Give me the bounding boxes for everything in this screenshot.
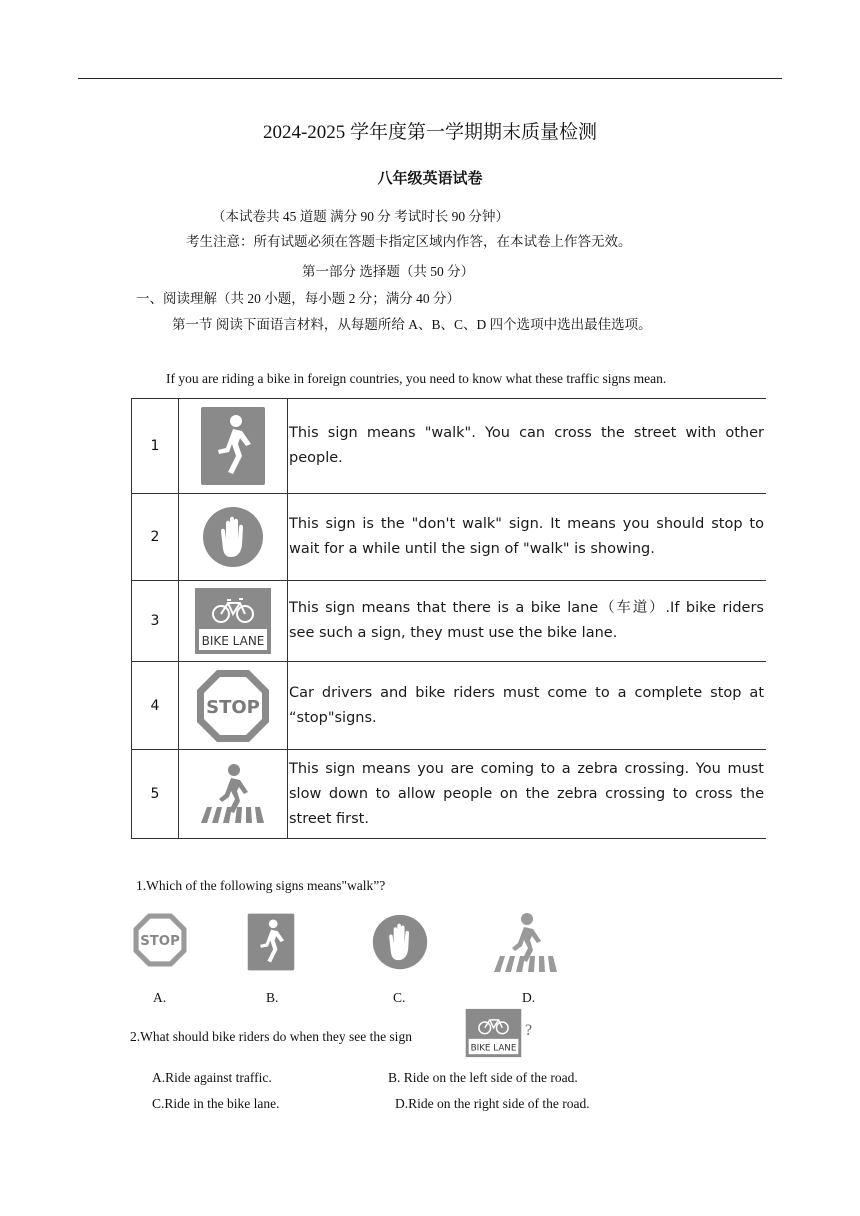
q1-option-a: A. (153, 990, 167, 1005)
part-title: 第一部分 选择题（共 50 分） (302, 264, 475, 279)
table-row (132, 494, 767, 581)
exam-title: 2024-2025 学年度第一学期期末质量检测 (262, 122, 598, 143)
row-text: This sign is the "don't walk" sign. It means you should stop to wait for a while until the sign of "walk" is showing. (288, 494, 767, 581)
row-number: 4 (132, 662, 179, 750)
section-title: 一、阅读理解（共 20 小题，每小题 2 分；满分 40 分） (136, 291, 460, 306)
question-1-stem: 1.Which of the following signs means"walk”? (136, 878, 386, 893)
dont-walk-sign-icon (371, 913, 429, 971)
stop-sign-icon (132, 912, 188, 968)
stop-sign-label: STOP (206, 696, 260, 718)
row-number: 2 (132, 494, 179, 581)
q2-option-b: B. Ride on the left side of the road. (388, 1070, 578, 1085)
exam-info: （本试卷共 45 道题 满分 90 分 考试时长 90 分钟） (212, 209, 509, 224)
header-rule (78, 78, 782, 79)
traffic-signs-table (131, 398, 766, 839)
bike-lane-label: BIKE LANE (201, 634, 265, 648)
question-2-stem: 2.What should bike riders do when they see the sign (130, 1029, 412, 1044)
table-row (132, 662, 767, 750)
q2-option-a: A.Ride against traffic. (152, 1070, 272, 1085)
row-text: Car drivers and bike riders must come to a complete stop at “stop"signs. (288, 662, 767, 750)
exam-notice: 考生注意：所有试题必须在答题卡指定区域内作答，在本试卷上作答无效。 (186, 234, 632, 249)
q1-option-c: C. (393, 990, 406, 1005)
row-number: 1 (132, 399, 179, 494)
row-number: 5 (132, 750, 179, 839)
walk-sign-icon (247, 912, 295, 972)
table-row (132, 581, 767, 662)
subsection-title: 第一节 阅读下面语言材料，从每题所给 A、B、C、D 四个选项中选出最佳选项。 (172, 317, 652, 332)
zebra-crossing-sign-icon (488, 910, 564, 976)
bike-lane-sign-icon (465, 1008, 522, 1058)
row-text: This sign means you are coming to a zebra crossing. You must slow down to allow people on the zebra crossing to cross the street first. (288, 750, 767, 839)
row-text: This sign means "walk". You can cross the street with other people. (288, 399, 767, 494)
question-2-mark: ? (525, 1022, 533, 1039)
row-number: 3 (132, 581, 179, 662)
bike-lane-label: BIKE LANE (470, 1043, 517, 1054)
exam-subtitle: 八年级英语试卷 (377, 171, 483, 187)
zebra-crossing-sign-icon (195, 761, 271, 827)
row-text: This sign means that there is a bike lane（车道）.If bike riders see such a sign, they must use the bike lane. (288, 581, 767, 662)
q1-option-d: D. (522, 990, 536, 1005)
dont-walk-sign-icon (201, 505, 265, 569)
table-row (132, 399, 767, 494)
q2-option-c: C.Ride in the bike lane. (152, 1096, 280, 1111)
stop-sign-icon (195, 668, 271, 744)
bike-lane-sign-icon (194, 587, 272, 655)
q2-option-d: D.Ride on the right side of the road. (395, 1096, 590, 1111)
walk-sign-icon (200, 406, 266, 486)
q1-option-b: B. (266, 990, 279, 1005)
stop-sign-label: STOP (140, 934, 180, 950)
passage-intro: If you are riding a bike in foreign countries, you need to know what these traffic signs mean. (166, 371, 667, 386)
table-row (132, 750, 767, 839)
